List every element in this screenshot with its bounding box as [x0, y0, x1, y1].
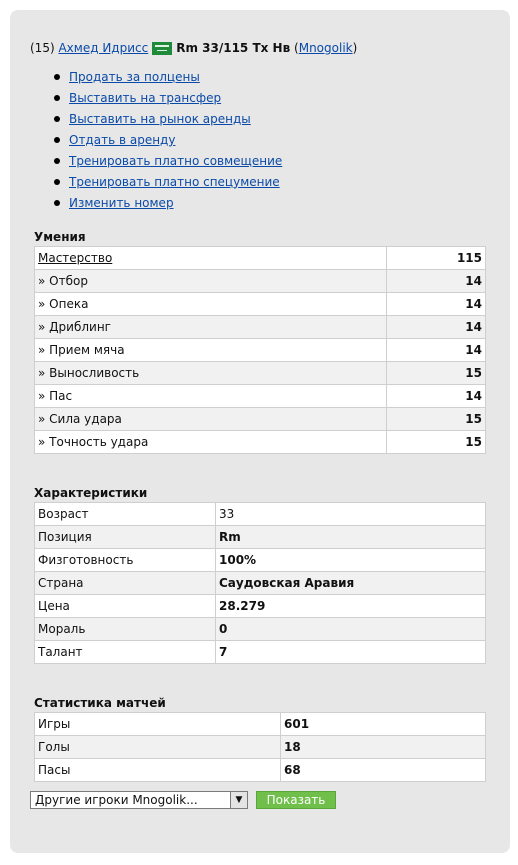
paren-close: ) [352, 41, 358, 55]
list-item [54, 66, 282, 87]
team-link[interactable]: Mnogolik [298, 41, 353, 55]
skill-label: » Сила удара [35, 408, 387, 431]
table-row [35, 618, 486, 641]
stat-label: Игры [35, 713, 281, 736]
list-item [54, 129, 282, 150]
char-value: 28.279 [216, 595, 486, 618]
action-train-position[interactable]: Тренировать платно совмещение [69, 153, 283, 168]
list-item [54, 150, 282, 171]
player-info: Rm 33/115 Tx Нв [176, 41, 291, 55]
table-row [35, 362, 486, 385]
action-change-number[interactable]: Изменить номер [69, 195, 174, 210]
characteristics-title: Характеристики [34, 486, 148, 500]
table-row [35, 713, 486, 736]
bottom-controls [30, 791, 336, 809]
table-row [35, 595, 486, 618]
table-row [35, 408, 486, 431]
char-label: Страна [35, 572, 216, 595]
list-item [54, 108, 282, 129]
table-row [35, 759, 486, 782]
saudi-arabia-flag-icon [152, 42, 172, 55]
char-label: Мораль [35, 618, 216, 641]
skill-label: » Опека [35, 293, 387, 316]
player-name-link[interactable]: Ахмед Идрисс [58, 41, 149, 55]
list-item [54, 87, 282, 108]
skill-label: » Точность удара [35, 431, 387, 454]
action-sell-half-price[interactable]: Продать за полцены [69, 69, 200, 84]
table-row [35, 549, 486, 572]
table-row [35, 385, 486, 408]
table-row [35, 339, 486, 362]
skill-value: 14 [387, 293, 486, 316]
stat-label: Пасы [35, 759, 281, 782]
char-label: Позиция [35, 526, 216, 549]
action-train-special[interactable]: Тренировать платно спецумение [69, 174, 280, 189]
skill-label: » Дриблинг [35, 316, 387, 339]
char-label: Цена [35, 595, 216, 618]
table-row [35, 270, 486, 293]
skill-value: 15 [387, 408, 486, 431]
list-item [54, 171, 282, 192]
skill-value: 14 [387, 270, 486, 293]
bullet-icon [54, 116, 60, 122]
player-number: (15) [30, 41, 55, 55]
skill-value: 115 [387, 247, 486, 270]
bullet-icon [54, 74, 60, 80]
char-label: Талант [35, 641, 216, 664]
char-value: Саудовская Аравия [216, 572, 486, 595]
bullet-icon [54, 179, 60, 185]
paren-open: ( [294, 41, 299, 55]
stat-value: 18 [281, 736, 486, 759]
stats-table [34, 712, 486, 782]
stat-value: 68 [281, 759, 486, 782]
chevron-down-icon[interactable]: ▼ [230, 792, 247, 808]
table-row [35, 526, 486, 549]
stats-title: Статистика матчей [34, 696, 166, 710]
char-value: 100% [216, 549, 486, 572]
bullet-icon [54, 158, 60, 164]
table-row [35, 247, 486, 270]
stat-label: Голы [35, 736, 281, 759]
bullet-icon [54, 200, 60, 206]
skill-value: 14 [387, 385, 486, 408]
skill-label: » Выносливость [35, 362, 387, 385]
char-value: 7 [216, 641, 486, 664]
list-item [54, 192, 282, 213]
characteristics-table [34, 502, 486, 664]
char-label: Возраст [35, 503, 216, 526]
table-row [35, 431, 486, 454]
stat-value: 601 [281, 713, 486, 736]
action-loan-out[interactable]: Отдать в аренду [69, 132, 176, 147]
action-transfer-list[interactable]: Выставить на трансфер [69, 90, 222, 105]
table-row [35, 316, 486, 339]
table-row [35, 641, 486, 664]
skill-value: 14 [387, 316, 486, 339]
show-button[interactable]: Показать [256, 791, 336, 809]
player-header [30, 38, 357, 58]
skill-label: » Прием мяча [35, 339, 387, 362]
table-row [35, 572, 486, 595]
skill-value: 15 [387, 362, 486, 385]
skill-value: 14 [387, 339, 486, 362]
bullet-icon [54, 95, 60, 101]
skill-value: 15 [387, 431, 486, 454]
char-value: Rm [216, 526, 486, 549]
bullet-icon [54, 137, 60, 143]
skill-label: » Отбор [35, 270, 387, 293]
action-list [54, 66, 282, 213]
table-row [35, 736, 486, 759]
char-value: 0 [216, 618, 486, 641]
select-value: Другие игроки Mnogolik... [35, 793, 198, 807]
char-value: 33 [216, 503, 486, 526]
skills-title: Умения [34, 230, 86, 244]
action-loan-market[interactable]: Выставить на рынок аренды [69, 111, 251, 126]
table-row [35, 503, 486, 526]
skill-label[interactable]: Мастерство [35, 247, 387, 270]
char-label: Физготовность [35, 549, 216, 572]
table-row [35, 293, 486, 316]
other-players-select[interactable] [30, 791, 248, 809]
skills-table [34, 246, 486, 454]
skill-label: » Пас [35, 385, 387, 408]
